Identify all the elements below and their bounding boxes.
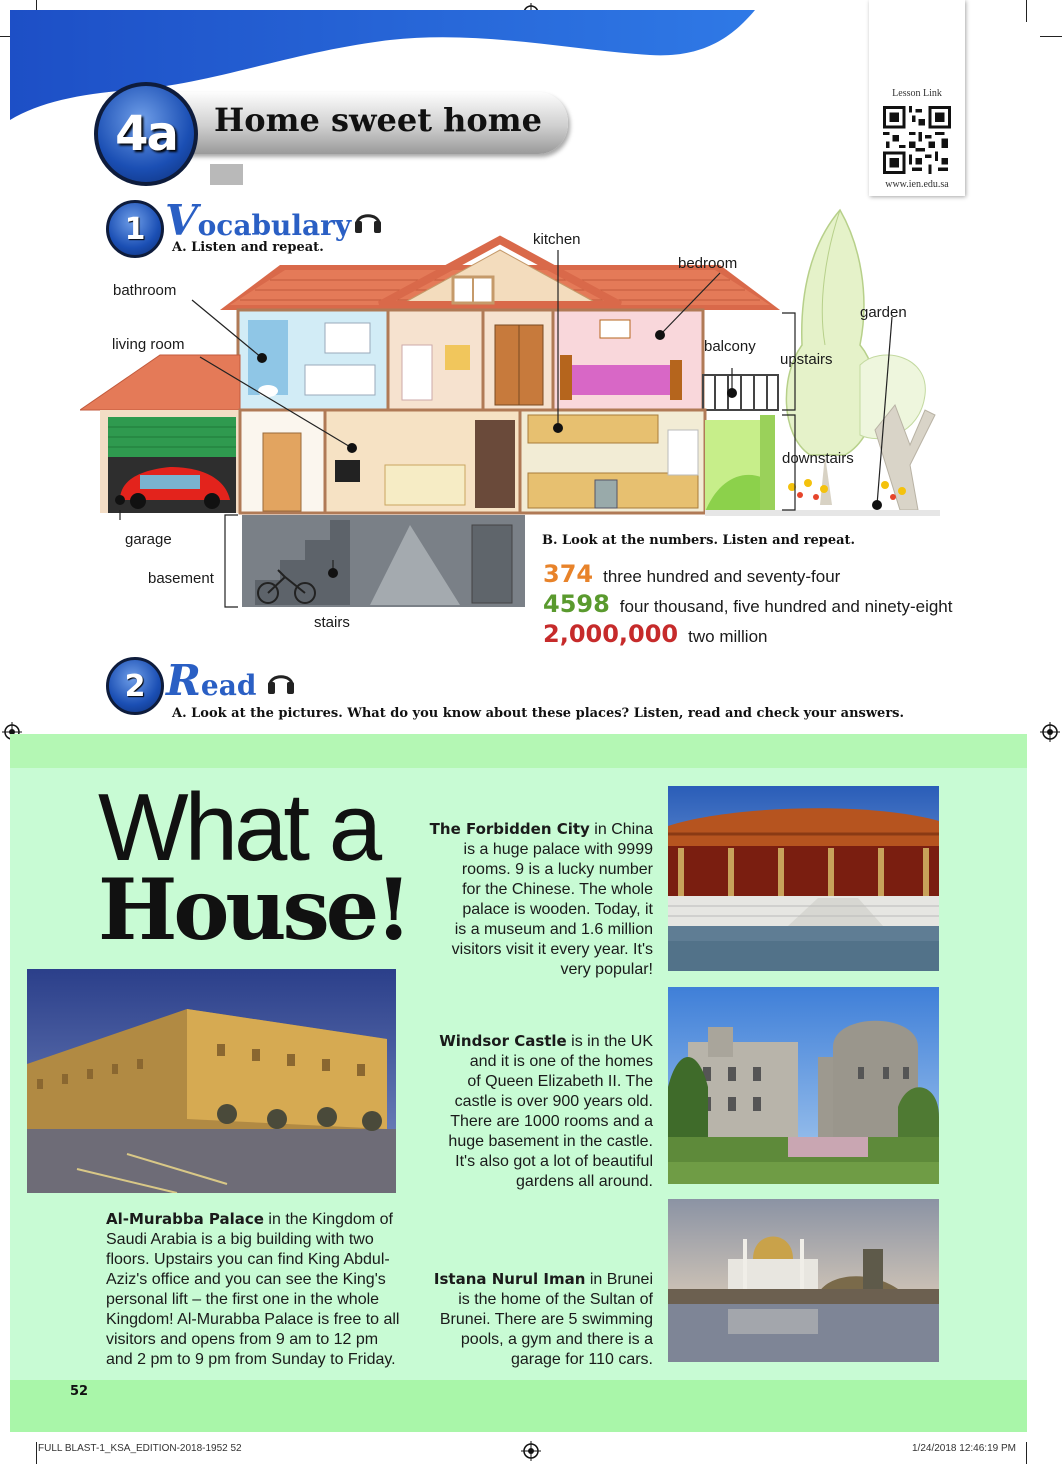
number-figure: 2,000,000 [543, 620, 679, 648]
text-line: rooms. 9 is a lucky number [461, 861, 653, 878]
label-balcony: balcony [704, 338, 756, 355]
label-stairs: stairs [314, 614, 350, 631]
text-line: gardens all around. [516, 1173, 653, 1190]
crop-mark [36, 1442, 37, 1464]
windsor-castle-photo [668, 987, 939, 1184]
label-downstairs: downstairs [782, 450, 854, 467]
section-1-title-initial: V [165, 196, 198, 245]
text-line: It's also got a lot of beautiful [455, 1153, 653, 1170]
text-line: in China [589, 821, 653, 838]
text-line: is the home of the Sultan of [458, 1291, 653, 1308]
registration-mark-icon [521, 1441, 541, 1461]
label-living-room: living room [112, 336, 185, 353]
text-line: pools, a gym and there is a [460, 1331, 653, 1348]
number-row [543, 620, 768, 648]
section-2-number: 2 [124, 668, 146, 704]
crop-mark [1026, 0, 1027, 22]
text-line: visitors and opens from 9 am to 12 pm [106, 1331, 379, 1348]
lesson-link-box[interactable] [869, 0, 965, 196]
lesson-title: Home sweet home [214, 101, 542, 139]
number-words: two million [688, 627, 768, 646]
label-bathroom: bathroom [113, 282, 177, 299]
forbidden-city-photo [668, 786, 939, 971]
text-line: and it is one of the homes [469, 1053, 653, 1070]
number-figure: 374 [543, 560, 594, 588]
text-line: of Queen Elizabeth II. The [467, 1073, 653, 1090]
forbidden-city-text [420, 819, 653, 980]
text-line: Brunei. There are 5 swimming [439, 1311, 653, 1328]
section-2-badge [106, 657, 164, 715]
section-2-title [166, 656, 256, 705]
headline-line-2: House! [98, 860, 409, 959]
section-1-instruction-a: A. Listen and repeat. [172, 240, 324, 255]
istana-nurul-iman-name: Istana Nurul Iman [433, 1270, 586, 1288]
number-figure: 4598 [543, 590, 610, 618]
text-line: is in the UK [566, 1033, 653, 1050]
text-line: for the Chinese. The whole [462, 881, 653, 898]
label-garden: garden [860, 304, 907, 321]
text-line: Kingdom! Al-Murabba Palace is free to all [106, 1311, 400, 1328]
house-cutaway-illustration [80, 205, 940, 615]
lesson-link-label: Lesson Link [892, 88, 942, 99]
al-murabba-palace-photo [27, 969, 396, 1193]
label-kitchen: kitchen [533, 231, 581, 248]
text-line: Aziz's office and you can see the King's [106, 1271, 386, 1288]
label-upstairs: upstairs [780, 351, 833, 368]
section-2-instruction: A. Look at the pictures. What do you know about these places? Listen, read and check your answers. [172, 706, 905, 721]
page-number: 52 [70, 1384, 89, 1399]
lesson-number-badge [94, 82, 198, 186]
number-words: four thousand, five hundred and ninety-eight [619, 597, 953, 616]
headphones-icon[interactable] [266, 667, 296, 695]
section-2-title-initial: R [166, 656, 201, 705]
istana-nurul-iman-text [420, 1269, 653, 1370]
istana-nurul-iman-photo [668, 1199, 939, 1362]
print-slug-right: 1/24/2018 12:46:19 PM [912, 1443, 1016, 1454]
section-1-title-rest: ocabulary [197, 209, 352, 242]
reading-top-band [10, 734, 1027, 768]
text-line: is a huge palace with 9999 [463, 841, 653, 858]
text-line: very popular! [560, 961, 653, 978]
text-line: in Brunei [585, 1271, 653, 1288]
label-garage: garage [125, 531, 172, 548]
headline-line-1: What a [98, 774, 379, 881]
text-line: is a museum and 1.6 million [454, 921, 653, 938]
forbidden-city-name: The Forbidden City [429, 820, 590, 838]
text-line: castle is over 900 years old. [454, 1093, 653, 1110]
crop-mark [1040, 36, 1062, 37]
print-slug-left: FULL BLAST-1_KSA_EDITION-2018-1952 52 [38, 1443, 242, 1454]
text-line: floors. Upstairs you can find King Abdul- [106, 1251, 390, 1268]
number-row [543, 560, 840, 588]
windsor-castle-text [420, 1031, 653, 1192]
number-row [543, 590, 952, 618]
lesson-number: 4a [115, 106, 177, 162]
section-2-title-rest: ead [200, 669, 257, 702]
text-line: huge basement in the castle. [448, 1133, 653, 1150]
text-line: personal lift – the first one in the whole [106, 1291, 380, 1308]
section-1-number: 1 [124, 211, 146, 247]
registration-mark-icon [1040, 722, 1060, 742]
reading-footer-band [10, 1380, 1027, 1432]
qr-code-icon[interactable] [883, 106, 951, 174]
text-line: in the Kingdom of [263, 1211, 393, 1228]
lesson-link-url[interactable]: www.ien.edu.sa [885, 179, 949, 190]
text-line: garage for 110 cars. [510, 1351, 653, 1368]
section-1-instruction-b: B. Look at the numbers. Listen and repeat. [542, 533, 856, 548]
windsor-castle-name: Windsor Castle [439, 1032, 567, 1050]
text-line: palace is wooden. Today, it [462, 901, 653, 918]
label-basement: basement [148, 570, 214, 587]
text-line: and 2 pm to 9 pm from Sunday to Friday. [106, 1351, 396, 1368]
text-line: visitors visit it every year. It's [451, 941, 653, 958]
crop-mark [1026, 1442, 1027, 1464]
text-line: There are 1000 rooms and a [450, 1113, 653, 1130]
text-line: Saudi Arabia is a big building with two [106, 1231, 374, 1248]
al-murabba-palace-name: Al-Murabba Palace [106, 1210, 264, 1228]
grey-tab [210, 164, 243, 185]
al-murabba-palace-text [106, 1209, 426, 1370]
label-bedroom: bedroom [678, 255, 738, 272]
number-words: three hundred and seventy-four [603, 567, 841, 586]
